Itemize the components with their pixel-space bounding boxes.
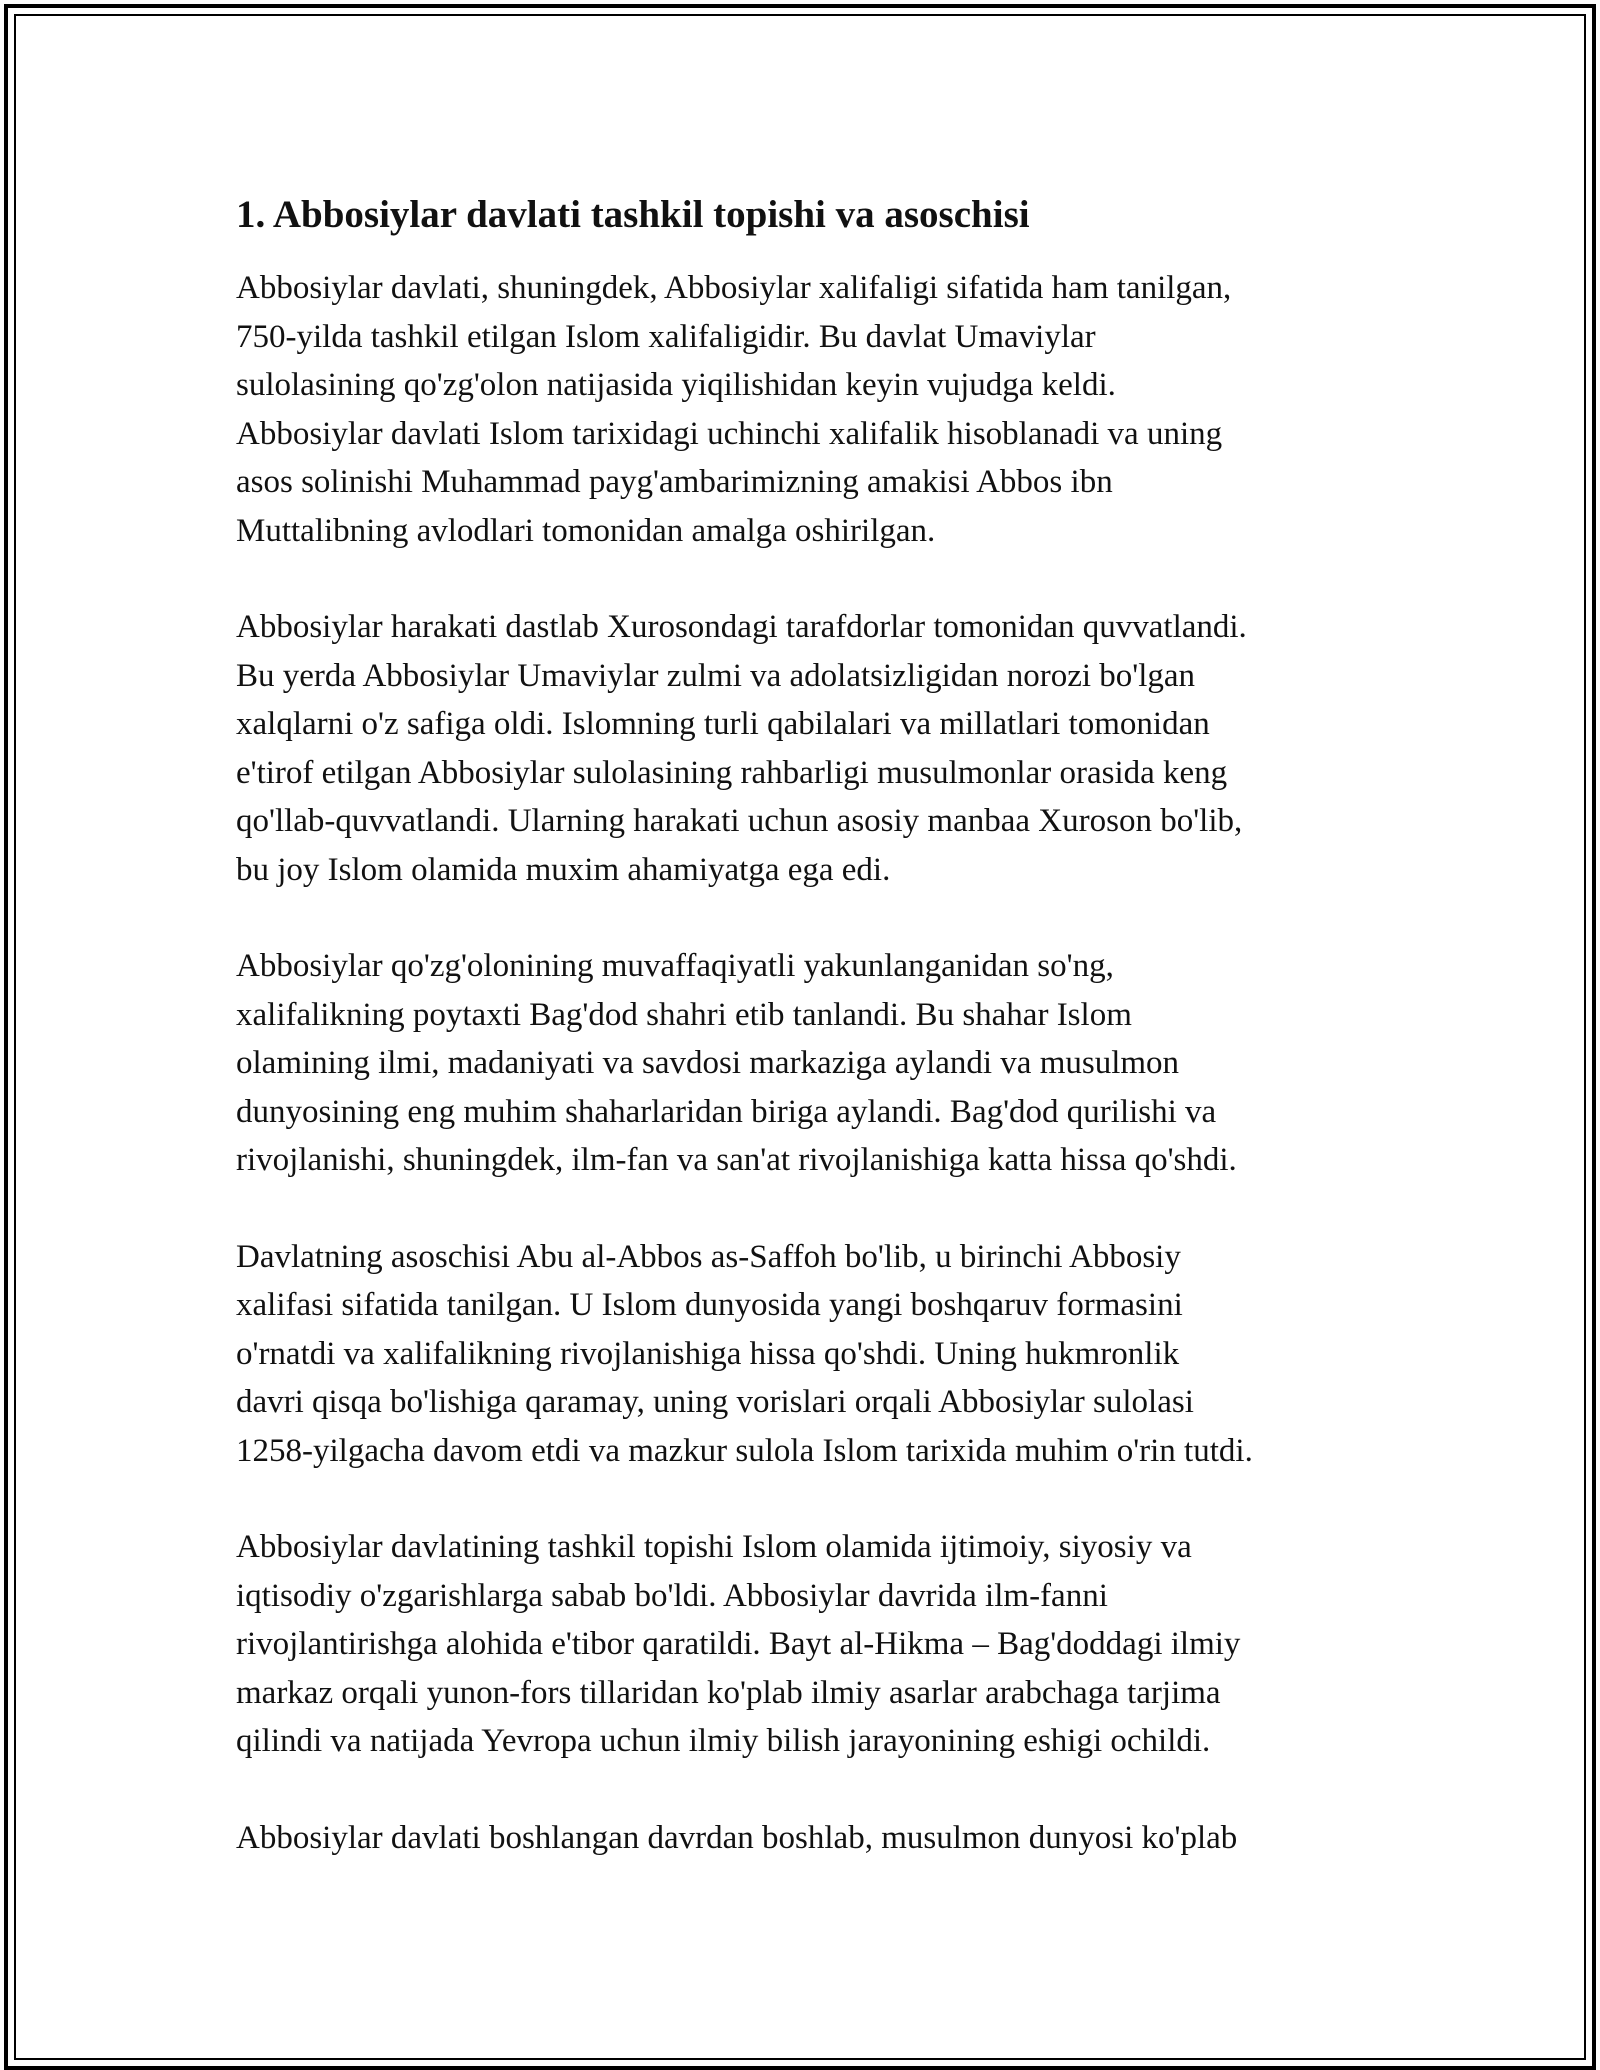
paragraph-line: Abbosiylar davlati Islom tarixidagi uchinchi xalifalik hisoblanadi va uning — [236, 415, 1223, 452]
paragraph-line: Davlatning asoschisi Abu al-Abbos as-Saffoh bo'lib, u birinchi Abbosiy — [236, 1238, 1181, 1275]
paragraph-line: Abbosiylar davlati boshlangan davrdan boshlab, musulmon dunyosi ko'plab — [236, 1819, 1238, 1856]
paragraph-line: Abbosiylar qo'zg'olonining muvaffaqiyatli yakunlanganidan so'ng, — [236, 948, 1114, 984]
paragraph-line: rivojlantirishga alohida e'tibor qaratildi. Bayt al-Hikma – Bag'doddagi ilmiy — [236, 1626, 1241, 1662]
paragraph-5 — [236, 1523, 1376, 1766]
paragraph-line: 750-yilda tashkil etilgan Islom xalifaligidir. Bu davlat Umaviylar — [236, 318, 1096, 355]
paragraph-line: 1258-yilgacha davom etdi va mazkur sulola Islom tarixida muhim o'rin tutdi. — [236, 1432, 1253, 1469]
paragraph-line: bu joy Islom olamida muxim ahamiyatga ega edi. — [236, 851, 891, 888]
paragraph-line: asos solinishi Muhammad payg'ambarimizning amakisi Abbos ibn — [236, 464, 1113, 500]
paragraph-6 — [236, 1814, 1376, 1863]
paragraph-line: markaz orqali yunon-fors tillaridan ko'plab ilmiy asarlar arabchaga tarjima — [236, 1674, 1221, 1711]
document-body — [236, 190, 1376, 1910]
paragraph-line: Abbosiylar davlatining tashkil topishi Islom olamida ijtimoiy, siyosiy va — [236, 1529, 1192, 1565]
paragraph-2 — [236, 603, 1376, 894]
paragraph-line: qilindi va natijada Yevropa uchun ilmiy bilish jarayonining eshigi ochildi. — [236, 1723, 1211, 1759]
paragraph-line: Abbosiylar harakati dastlab Xurosondagi tarafdorlar tomonidan quvvatlandi. — [236, 609, 1247, 645]
paragraph-line: xalifalikning poytaxti Bag'dod shahri etib tanlandi. Bu shahar Islom — [236, 996, 1132, 1033]
section-heading: 1. Abbosiylar davlati tashkil topishi va asoschisi — [236, 193, 1030, 236]
paragraph-line: Abbosiylar davlati, shuningdek, Abbosiylar xalifaligi sifatida ham tanilgan, — [236, 270, 1232, 306]
paragraph-3 — [236, 942, 1376, 1185]
paragraph-1 — [236, 264, 1376, 555]
paragraph-line: rivojlanishi, shuningdek, ilm-fan va san'at rivojlanishiga katta hissa qo'shdi. — [236, 1142, 1237, 1178]
paragraph-line: xalifasi sifatida tanilgan. U Islom dunyosida yangi boshqaruv formasini — [236, 1287, 1183, 1323]
paragraph-4 — [236, 1233, 1376, 1476]
paragraph-line: Muttalibning avlodlari tomonidan amalga oshirilgan. — [236, 512, 936, 549]
paragraph-line: xalqlarni o'z safiga oldi. Islomning turli qabilalari va millatlari tomonidan — [236, 706, 1210, 742]
paragraph-line: sulolasining qo'zg'olon natijasida yiqilishidan keyin vujudga keldi. — [236, 367, 1116, 403]
paragraph-line: Bu yerda Abbosiylar Umaviylar zulmi va adolatsizligidan norozi bo'lgan — [236, 657, 1196, 694]
paragraph-line: davri qisqa bo'lishiga qaramay, uning vorislari orqali Abbosiylar sulolasi — [236, 1384, 1194, 1420]
paragraph-line: dunyosining eng muhim shaharlaridan biriga aylandi. Bag'dod qurilishi va — [236, 1093, 1217, 1130]
paragraph-line: olamining ilmi, madaniyati va savdosi markaziga aylandi va musulmon — [236, 1045, 1180, 1081]
paragraph-line: e'tirof etilgan Abbosiylar sulolasining rahbarligi musulmonlar orasida keng — [236, 754, 1228, 791]
paragraph-line: o'rnatdi va xalifalikning rivojlanishiga hissa qo'shdi. Uning hukmronlik — [236, 1335, 1180, 1372]
paragraph-line: qo'llab-quvvatlandi. Ularning harakati uchun asosiy manbaa Xuroson bo'lib, — [236, 803, 1243, 839]
paragraph-line: iqtisodiy o'zgarishlarga sabab bo'ldi. Abbosiylar davrida ilm-fanni — [236, 1577, 1108, 1614]
